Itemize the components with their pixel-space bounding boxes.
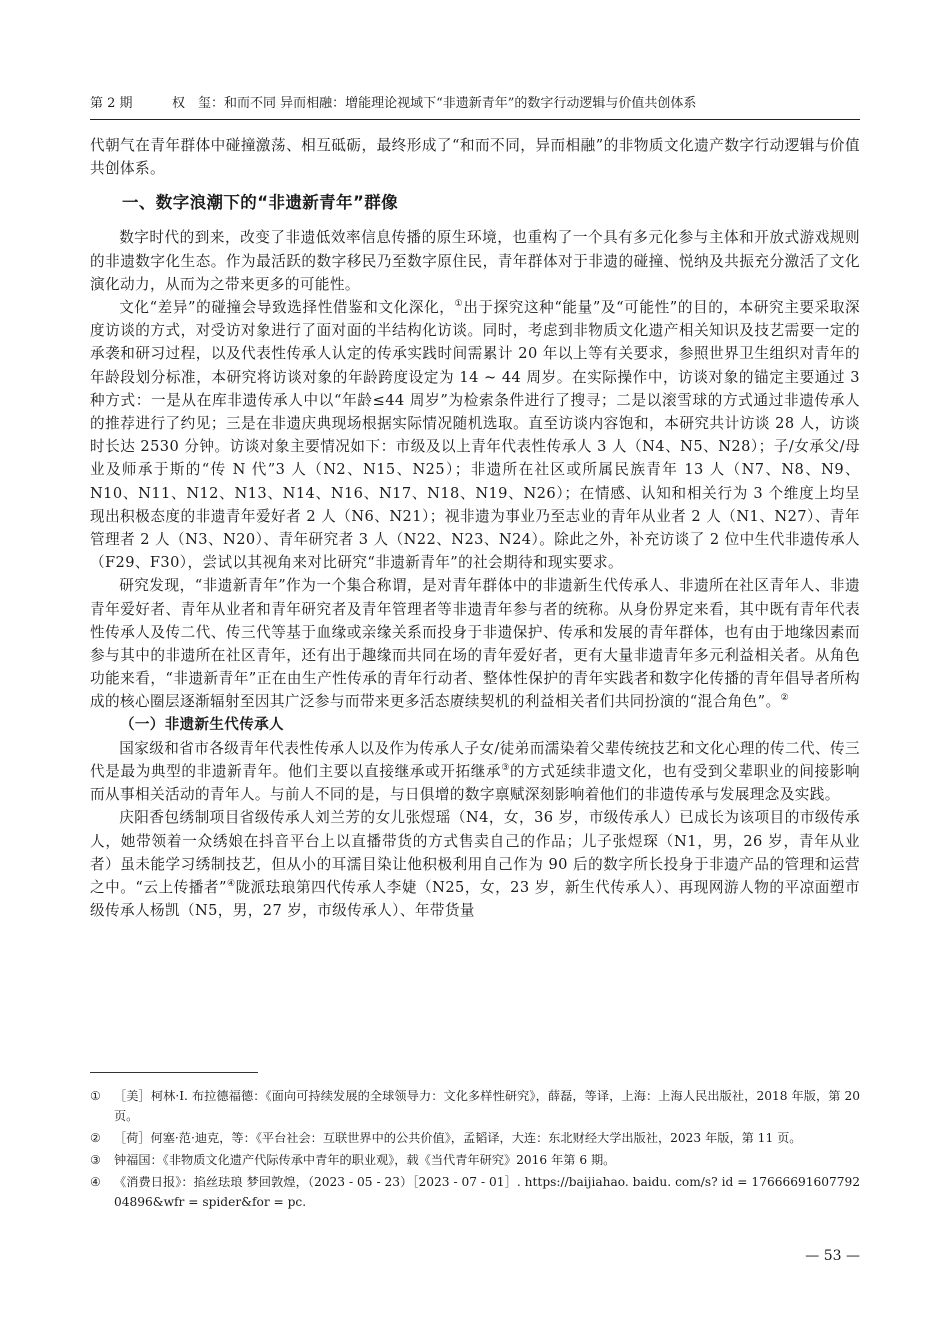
footnote-text: ［荷］何塞·范·迪克，等：《平台社会：互联世界中的公共价值》，孟韬译，大连：东北财经大学出版社，2023 年版，第 11 页。 — [114, 1131, 802, 1145]
issue-number: 第 2 期 — [90, 96, 133, 111]
footnote-mark: ④ — [90, 1175, 101, 1189]
footnote-text[interactable]: 《消费日报》：掐丝珐琅 梦回敦煌，（2023 - 05 - 23）［2023 - 07 - 01］. https://baijiahao. baidu. com/s? id = 1766669160779204896&wfr = spider&for = pc. — [114, 1175, 860, 1209]
body-paragraph — [90, 574, 860, 713]
footnote-text: 钟福国：《非物质文化遗产代际传承中青年的职业观》，载《当代青年研究》2016 年第 6 期。 — [114, 1153, 616, 1167]
footnote-text: ［美］柯林·I. 布拉德福德：《面向可持续发展的全球领导力：文化多样性研究》，薛磊，等译，上海：上海人民出版社，2018 年版，第 20 页。 — [114, 1089, 860, 1123]
paragraph-text: 国家级和省市各级青年代表性传承人以及作为传承人子女/徒弟而濡染着父辈传统技艺和文化心理的传二代、传三代是最为典型的非遗新青年。他们主要以直接继承或开拓继承 — [90, 739, 860, 781]
footnote-ref[interactable]: ① — [454, 299, 464, 310]
footnote-mark: ① — [90, 1089, 101, 1103]
article-running-title: 权 玺：和而不同 异而相融：增能理论视域下“非遗新青年”的数字行动逻辑与价值共创体系 — [172, 96, 697, 111]
page-number: — 53 — — [805, 1248, 860, 1264]
paragraph-text: 的方式延续非遗文化，也有受到父辈职业的间接影响而从事相关活动的青年人。与前人不同的是，与日俱增的数字禀赋深刻影响着他们的非遗传承与发展理念及实践。 — [90, 763, 861, 804]
paragraph-text: 庆阳香包绣制项目省级传承人刘兰芳的女儿张煜瑶（N4，女，36 岁，市级传承人）已成长为该项目的市级传承人，她带领着一众绣娘在抖音平台上以直播带货的方式售卖自己的作品；儿子张煜琛（N1，男，26 岁，青年从业者）虽未能学习绣制技艺，但从小的耳濡目染让他积极利用自己作为 90 后的数字所长投身于非遗产品的管理和运营之中。“云上传播者” — [90, 809, 860, 897]
section-heading: 一、数字浪潮下的“非遗新青年”群像 — [122, 193, 398, 213]
footnote — [90, 1150, 860, 1170]
footnote-mark: ② — [90, 1131, 101, 1145]
footnote-ref[interactable]: ③ — [501, 763, 510, 774]
body-paragraph — [90, 806, 860, 922]
running-header — [90, 95, 860, 113]
subsection-heading: （一）非遗新生代传承人 — [120, 716, 284, 733]
intro-paragraph: 代朝气在青年群体中碰撞激荡、相互砥砺，最终形成了“和而不同，异而相融”的非物质文化遗产数字行动逻辑与价值共创体系。 — [90, 137, 860, 178]
body-paragraph — [90, 737, 860, 807]
footnote-ref[interactable]: ④ — [226, 879, 236, 890]
body-paragraph: 数字时代的到来，改变了非遗低效率信息传播的原生环境，也重构了一个具有多元化参与主体和开放式游戏规则的非遗数字化生态。作为最活跃的数字移民乃至数字原住民，青年群体对于非遗的碰撞、悦纳及共振充分激活了文化演化动力，从而为之带来更多的可能性。 — [90, 229, 860, 293]
footnote-mark: ③ — [90, 1153, 101, 1167]
footnote-rule — [90, 1072, 258, 1073]
footnotes — [90, 1086, 860, 1214]
paragraph-text: 陇派珐琅第四代传承人李婕（N25，女，23 岁，新生代传承人）、再现网游人物的平凉面塑市级传承人杨凯（N5，男，27 岁，市级传承人）、年带货量 — [90, 879, 860, 920]
header-rule — [90, 119, 860, 120]
paragraph-text: 出于探究这种“能量”及“可能性”的目的，本研究主要采取深度访谈的方式，对受访对象进行了面对面的半结构化访谈。同时，考虑到非物质文化遗产相关知识及技艺需要一定的承袭和研习过程，以及代表性传承人认定的传承实践时间需累计 20 年以上等有关要求，参照世界卫生组织对青年的年龄段划分标准，本研究将访谈对象的年龄跨度设定为 14 ~ 44 周岁。在实际操作中，访谈对象的锚定主要通过 3 种方式：一是从在库非遗传承人中以“年龄≤44 周岁”为检索条件进行了搜寻；二是以滚雪球的方式通过非遗传承人的推荐进行了约见；三是在非遗庆典现场根据实际情况随机选取。直至访谈内容饱和，本研究共计访谈 28 人，访谈时长达 2530 分钟。访谈对象主要情况如下：市级及以上青年代表性传承人 3 人（N4、N5、N28）；子/女承父/母业及师承于斯的“传 N 代”3 人（N2、N15、N25）；非遗所在社区或所属民族青年 13 人（N7、N8、N9、N10、N11、N12、N13、N14、N16、N17、N18、N19、N26）；在情感、认知和相关行为 3 个维度上均呈现出积极态度的非遗青年爱好者 2 人（N6、N21）；视非遗为事业乃至志业的青年从业者 2 人（N1、N27）、青年管理者 2 人（N3、N20）、青年研究者 3 人（N22、N23、N24）。除此之外，补充访谈了 2 位中生代非遗传承人（F29、F30），尝试以其视角来对比研究“非遗新青年”的社会期待和现实要求。 — [90, 299, 861, 572]
footnote — [90, 1128, 860, 1148]
footnote — [90, 1086, 860, 1126]
footnote-ref[interactable]: ② — [780, 693, 789, 704]
article-body — [90, 134, 860, 923]
body-paragraph — [90, 296, 860, 574]
paragraph-text: 研究发现，“非遗新青年”作为一个集合称谓，是对青年群体中的非遗新生代传承人、非遗所在社区青年人、非遗青年爱好者、青年从业者和青年研究者及青年管理者等非遗青年参与者的统称。从身份界定来看，其中既有青年代表性传承人及传二代、传三代等基于血缘或亲缘关系而投身于非遗保护、传承和发展的青年群体，也有由于地缘因素而参与其中的非遗所在社区青年，还有出于趣缘而共同在场的青年爱好者，更有大量非遗青年多元利益相关者。从角色功能来看，“非遗新青年”正在由生产性传承的青年行动者、整体性保护的青年实践者和数字化传播的青年倡导者所构成的核心圈层逐渐辐射至因其广泛参与而带来更多活态赓续契机的利益相关者们共同扮演的“混合角色”。 — [90, 577, 860, 711]
footnote — [90, 1172, 860, 1212]
paragraph-text: 文化“差异”的碰撞会导致选择性借鉴和文化深化， — [119, 299, 455, 317]
